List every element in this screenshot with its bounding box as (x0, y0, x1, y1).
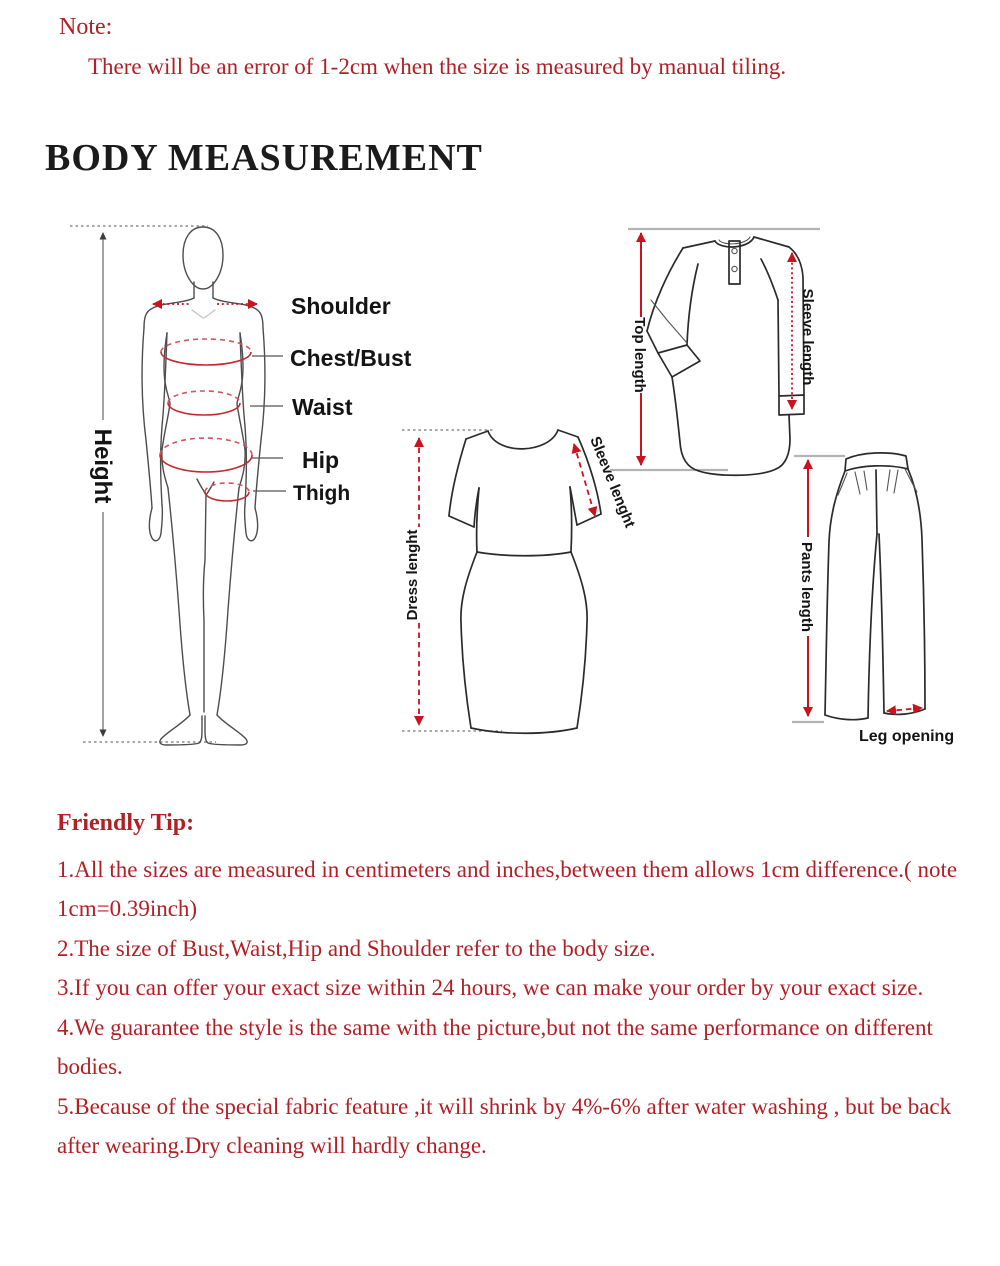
waist-label: Waist (292, 394, 353, 420)
dress-outline (449, 430, 601, 733)
pants-figure (792, 453, 954, 745)
page-title: BODY MEASUREMENT (45, 137, 483, 179)
tip-item-1: 1.All the sizes are measured in centimeters and inches,between them allows 1cm difference.( note 1cm=0.39inch) (57, 856, 958, 921)
top-sleeve-label: Sleeve length (799, 288, 816, 386)
pants-outline (825, 453, 925, 720)
dress-sleeve-label: Sleeve lenght (586, 434, 639, 531)
tip-item-4: 4.We guarantee the style is the same with the picture,but not the same performance on different bodies. (57, 1014, 933, 1079)
leg-opening-label: Leg opening (859, 728, 955, 745)
tip-item-2: 2.The size of Bust,Waist,Hip and Shoulder refer to the body size. (57, 935, 656, 961)
top-outline (647, 237, 804, 475)
friendly-tips-section (57, 804, 977, 1166)
thigh-ellipse (205, 483, 249, 501)
collarbone-mark (192, 310, 215, 318)
waist-ellipse (168, 391, 240, 415)
tips-heading: Friendly Tip: (57, 810, 195, 836)
shoulder-label: Shoulder (291, 293, 391, 319)
chest-ellipse (161, 339, 251, 365)
tip-item-5: 5.Because of the special fabric feature ,it will shrink by 4%-6% after water washing , but be back after wearing.Dry cleaning will hardly change. (57, 1093, 952, 1158)
pocket-right (905, 469, 917, 492)
tip-item-3: 3.If you can offer your exact size within 24 hours, we can make your order by your exact size. (57, 975, 924, 1000)
top-length-label: Top length (631, 317, 648, 393)
body-figure (70, 226, 412, 745)
hip-label: Hip (302, 447, 340, 473)
leg-opening-arrow (887, 708, 922, 711)
height-label: Height (89, 428, 116, 504)
note-label: Note: (59, 14, 113, 40)
top-figure (610, 229, 820, 475)
button-1 (732, 248, 737, 253)
dress-figure (402, 430, 638, 733)
dress-length-label: Dress lenght (404, 529, 421, 621)
chest-bust-label: Chest/Bust (290, 345, 412, 371)
hip-ellipse (160, 438, 252, 472)
thigh-label: Thigh (293, 482, 351, 505)
pants-length-label: Pants length (798, 541, 815, 633)
note-text: There will be an error of 1-2cm when the size is measured by manual tiling. (88, 54, 787, 79)
button-2 (732, 266, 737, 271)
